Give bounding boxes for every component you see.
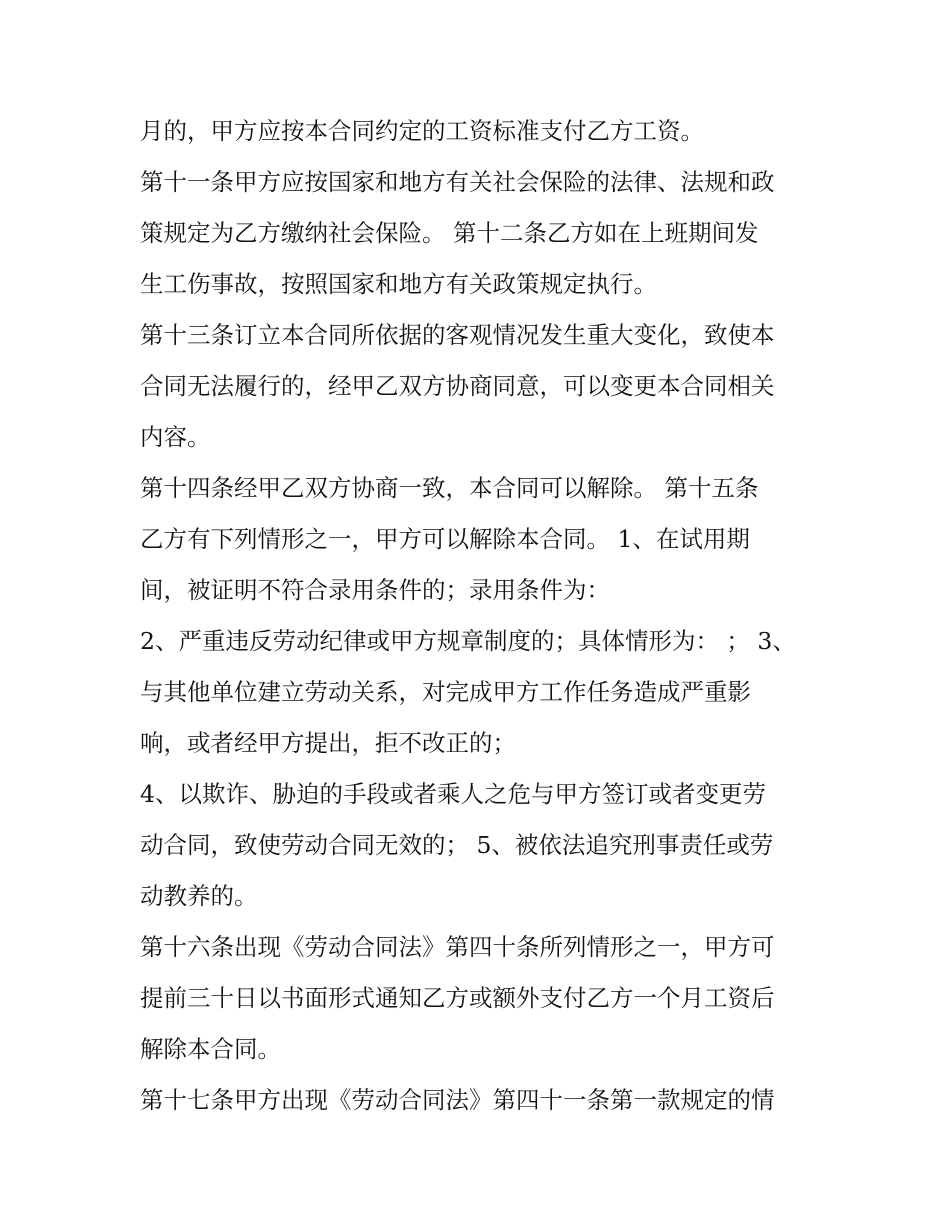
text-line-8: 第十四条经甲乙双方协商一致，本合同可以解除。 第十五条 bbox=[140, 474, 759, 502]
text-line-13: 响，或者经甲方提出，拒不改正的； bbox=[140, 729, 516, 757]
text-line-18: 提前三十日以书面形式通知乙方或额外支付乙方一个月工资后 bbox=[140, 984, 775, 1012]
text-line-14: 4、以欺诈、胁迫的手段或者乘人之危与甲方签订或者变更劳 bbox=[140, 780, 766, 808]
text-line-11: 2、严重违反劳动纪律或甲方规章制度的；具体情形为： ； 3、 bbox=[140, 627, 796, 655]
text-line-19: 解除本合同。 bbox=[140, 1035, 281, 1063]
text-line-3: 策规定为乙方缴纳社会保险。 第十二条乙方如在上班期间发 bbox=[140, 219, 759, 247]
text-line-17: 第十六条出现《劳动合同法》第四十条所列情形之一，甲方可 bbox=[140, 933, 775, 961]
text-line-10: 间，被证明不符合录用条件的；录用条件为： bbox=[140, 576, 610, 604]
text-line-16: 动教养的。 bbox=[140, 882, 258, 910]
text-line-1: 月的，甲方应按本合同约定的工资标准支付乙方工资。 bbox=[140, 117, 704, 145]
text-line-5: 第十三条订立本合同所依据的客观情况发生重大变化，致使本 bbox=[140, 321, 775, 349]
text-line-6: 合同无法履行的，经甲乙双方协商同意，可以变更本合同相关 bbox=[140, 372, 775, 400]
text-line-7: 内容。 bbox=[140, 423, 211, 451]
text-line-9: 乙方有下列情形之一，甲方可以解除本合同。 1、在试用期 bbox=[140, 525, 750, 553]
contract-text bbox=[140, 106, 830, 1126]
text-line-4: 生工伤事故，按照国家和地方有关政策规定执行。 bbox=[140, 270, 657, 298]
text-line-12: 与其他单位建立劳动关系，对完成甲方工作任务造成严重影 bbox=[140, 678, 751, 706]
text-line-20: 第十七条甲方出现《劳动合同法》第四十一条第一款规定的情 bbox=[140, 1086, 775, 1114]
text-line-15: 动合同，致使劳动合同无效的； 5、被依法追究刑事责任或劳 bbox=[140, 831, 774, 859]
text-line-2: 第十一条甲方应按国家和地方有关社会保险的法律、法规和政 bbox=[140, 168, 775, 196]
